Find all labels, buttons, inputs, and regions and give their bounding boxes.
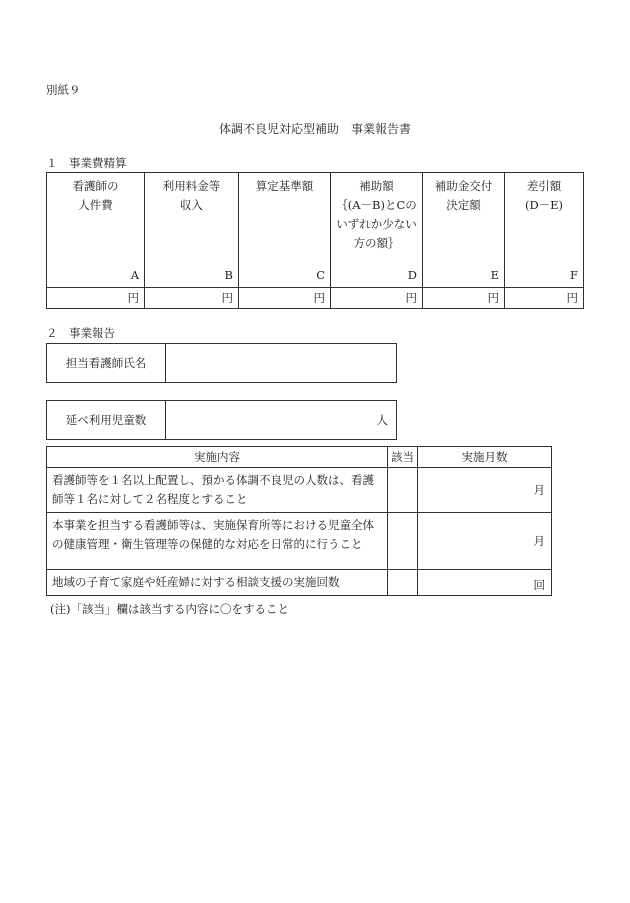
col-line: いずれか少ない: [336, 217, 417, 231]
attachment-label: 別紙９: [46, 83, 81, 97]
table-row: [47, 570, 552, 596]
col-letter: F: [570, 268, 578, 282]
header-applicable: 該当: [388, 447, 418, 468]
expense-header-row: [47, 173, 584, 288]
activity-content: 本事業を担当する看護師等は、実施保育所等における児童全体の健康管理・衛生管理等の保健的な対応を日常的に行うこと: [47, 513, 388, 570]
yen-cell[interactable]: 円: [331, 288, 423, 309]
months-cell[interactable]: 月: [418, 468, 552, 513]
expense-value-row: [47, 288, 584, 309]
expense-table: [46, 172, 584, 309]
col-line: ｛(A－B)とCの: [336, 198, 417, 212]
applicable-cell[interactable]: [388, 468, 418, 513]
col-line: 補助金交付: [434, 179, 493, 193]
table-row: [47, 468, 552, 513]
table-row: [47, 513, 552, 570]
col-nurse-cost: [47, 173, 145, 288]
nurse-name-box: [46, 343, 397, 383]
yen-cell[interactable]: 円: [505, 288, 584, 309]
col-line: 利用料金等: [162, 179, 221, 193]
col-line: 収入: [180, 198, 203, 212]
col-letter: D: [407, 268, 417, 282]
yen-cell[interactable]: 円: [239, 288, 331, 309]
col-grant-decision: [423, 173, 505, 288]
activity-header-row: [47, 447, 552, 468]
col-letter: A: [130, 268, 139, 282]
yen-cell[interactable]: 円: [47, 288, 145, 309]
col-subsidy-amount: [331, 173, 423, 288]
nurse-name-field[interactable]: [166, 344, 397, 383]
yen-cell[interactable]: 円: [423, 288, 505, 309]
col-standard-amount: [239, 173, 331, 288]
col-line: (D－E): [524, 198, 564, 212]
footnote: (注)「該当」欄は該当する内容に〇をすること: [50, 602, 289, 616]
children-count-label: 延べ利用児童数: [47, 401, 166, 440]
applicable-cell[interactable]: [388, 570, 418, 596]
col-line: 差引額: [526, 179, 562, 193]
page-title: 体調不良児対応型補助 事業報告書: [218, 122, 411, 136]
header-content: 実施内容: [47, 447, 388, 468]
col-line: 決定額: [446, 198, 481, 212]
activity-content: 地域の子育て家庭や妊産婦に対する相談支援の実施回数: [47, 570, 388, 596]
col-line: 人件費: [78, 198, 113, 212]
nurse-name-label: 担当看護師氏名: [47, 344, 166, 383]
col-letter: C: [316, 268, 325, 282]
col-line: 算定基準額: [255, 179, 314, 193]
col-difference: [505, 173, 584, 288]
children-count-field[interactable]: 人: [166, 401, 397, 440]
col-line: 方の額｝: [353, 236, 400, 250]
section-1-heading: １ 事業費精算: [46, 156, 127, 170]
col-letter: B: [224, 268, 233, 282]
applicable-cell[interactable]: [388, 513, 418, 570]
activity-content: 看護師等を１名以上配置し、預かる体調不良児の人数は、看護師等１名に対して２名程度とすること: [47, 468, 388, 513]
activity-table: [46, 446, 552, 596]
col-line: 補助額: [359, 179, 394, 193]
col-letter: E: [490, 268, 499, 282]
col-line: 看護師の: [72, 179, 119, 193]
count-cell[interactable]: 回: [418, 570, 552, 596]
col-usage-fee-income: [145, 173, 239, 288]
section-2-heading: ２ 事業報告: [46, 326, 115, 340]
header-months: 実施月数: [418, 447, 552, 468]
children-count-box: [46, 400, 397, 440]
months-cell[interactable]: 月: [418, 513, 552, 570]
yen-cell[interactable]: 円: [145, 288, 239, 309]
